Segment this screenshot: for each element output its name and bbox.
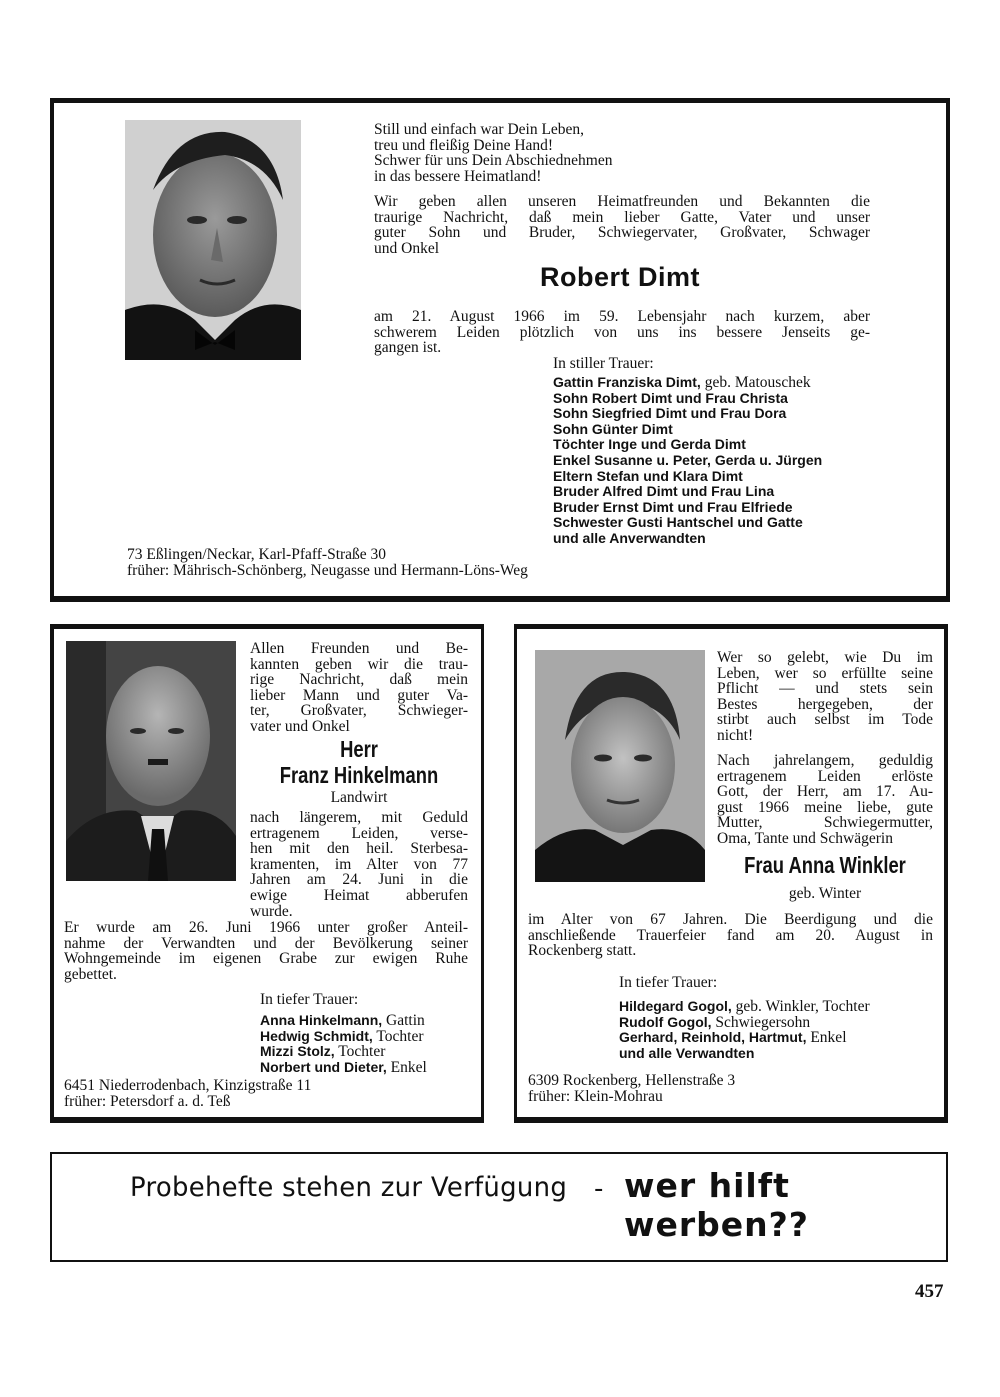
mourner-note: Tochter bbox=[372, 1027, 424, 1045]
top-details-line: gangen ist. bbox=[374, 339, 442, 357]
top-poem-line: in das bessere Heimatland! bbox=[374, 167, 542, 185]
mourner-line: Bruder Ernst Dimt und Frau Elfriede bbox=[553, 498, 793, 515]
mourner-line bbox=[619, 1030, 939, 1046]
mourner-note: geb. Matouschek bbox=[700, 374, 811, 391]
mourner-note: Schwiegersohn bbox=[711, 1013, 811, 1031]
right-intro-line: ertragenem Leiden erlöste bbox=[717, 767, 933, 785]
mourner-line: Sohn Günter Dimt bbox=[553, 420, 673, 437]
mourner-line: Bruder Alfred Dimt und Frau Lina bbox=[553, 483, 775, 500]
mourner-line bbox=[260, 1044, 480, 1060]
portrait-anna-winkler bbox=[535, 650, 705, 882]
left-title-wrap bbox=[250, 736, 468, 763]
left-occupation: Landwirt bbox=[330, 789, 388, 806]
right-name-wrap bbox=[700, 852, 950, 879]
left-burial-line: Wohngemeinde im eigenen Grabe zur ewigen Ruhe bbox=[64, 950, 468, 968]
left-details-line: ewige Heimat abberufen bbox=[250, 886, 468, 904]
top-poem-line: treu und fleißig Deine Hand! bbox=[374, 136, 554, 154]
mourner-line: Enkel Susanne u. Peter, Gerda u. Jürgen bbox=[553, 451, 823, 468]
top-intro-line: Wir geben allen unseren Heimatfreunden und Bekannten die bbox=[374, 193, 870, 210]
left-intro bbox=[250, 641, 468, 735]
right-mourning-heading: In tiefer Trauer: bbox=[619, 974, 718, 991]
left-mourning-heading: In tiefer Trauer: bbox=[260, 991, 359, 1008]
top-address bbox=[127, 547, 528, 578]
portrait-robert-dimt-svg bbox=[125, 120, 301, 360]
right-intro bbox=[717, 753, 933, 847]
right-details-line: Rockenberg statt. bbox=[528, 942, 637, 960]
right-intro-line: Oma, Tante und Schwägerin bbox=[717, 829, 893, 847]
left-mourners-list bbox=[260, 1013, 480, 1075]
top-details bbox=[374, 309, 870, 356]
portrait-robert-dimt bbox=[125, 120, 301, 360]
deceased-name-franz-hinkelmann: Franz Hinkelmann bbox=[279, 762, 439, 788]
portrait-franz-hinkelmann bbox=[66, 641, 236, 881]
top-intro-line: und Onkel bbox=[374, 239, 440, 257]
left-address bbox=[64, 1078, 311, 1109]
left-burial-line: gebettet. bbox=[64, 965, 117, 983]
mourner-name: Anna Hinkelmann, bbox=[260, 1012, 383, 1028]
banner-left-text: Probehefte stehen zur Verfügung bbox=[130, 1172, 568, 1203]
top-details-line: schwerem Leiden plötzlich von uns ins bessere Jenseits ge- bbox=[374, 323, 870, 341]
mourner-name: Mizzi Stolz, bbox=[260, 1043, 335, 1060]
top-poem-line: Still und einfach war Dein Leben, bbox=[374, 121, 585, 138]
banner-box bbox=[50, 1152, 948, 1262]
left-details-line: Jahren am 24. Juni in die bbox=[250, 871, 468, 889]
deceased-name-robert-dimt: Robert Dimt bbox=[540, 262, 700, 292]
mourner-line: Eltern Stefan und Klara Dimt bbox=[553, 467, 743, 484]
deceased-name-anna-winkler: Frau Anna Winkler bbox=[744, 852, 906, 878]
banner-slogan-line1: wer hilft bbox=[624, 1166, 790, 1205]
mourner-note: Enkel bbox=[386, 1058, 427, 1076]
mourner-name: Rudolf Gogol, bbox=[619, 1013, 712, 1030]
portrait-franz-hinkelmann-svg bbox=[66, 641, 236, 881]
top-intro-line: guter Sohn und Bruder, Schwiegervater, Großvater, Schwager bbox=[374, 224, 870, 242]
left-address-line: früher: Petersdorf a. d. Teß bbox=[64, 1092, 231, 1110]
portrait-anna-winkler-svg bbox=[535, 650, 705, 882]
mourner-line bbox=[619, 1046, 939, 1062]
right-details-line: anschließende Trauerfeier fand am 20. August in bbox=[528, 926, 933, 944]
top-address-line: früher: Mährisch-Schönberg, Neugasse und Hermann-Löns-Weg bbox=[127, 561, 528, 579]
top-intro-line: traurige Nachricht, daß mein lieber Gatte, Vater und unser bbox=[374, 208, 870, 226]
mourner-note: Tochter bbox=[334, 1043, 386, 1061]
mourner-line: Sohn Siegfried Dimt und Frau Dora bbox=[553, 405, 787, 422]
mourner-name: Gerhard, Reinhold, Hartmut, bbox=[619, 1029, 807, 1046]
mourner-note: geb. Winkler, Tochter bbox=[731, 998, 870, 1015]
left-details-line: kramenten, im Alter von 77 bbox=[250, 855, 468, 873]
right-intro-line: gust 1966 meine liebe, gute bbox=[717, 798, 933, 816]
page-number: 457 bbox=[915, 1281, 944, 1302]
left-burial-line: Er wurde am 26. Juni 1966 unter großer Anteil- bbox=[64, 919, 468, 936]
mourner-line: Sohn Robert Dimt und Frau Christa bbox=[553, 389, 788, 406]
mourner-name: Hedwig Schmidt, bbox=[260, 1027, 373, 1044]
right-poem bbox=[717, 650, 933, 744]
top-address-line: 73 Eßlingen/Neckar, Karl-Pfaff-Straße 30 bbox=[127, 546, 387, 563]
left-details-line: hen mit den heil. Sterbesa- bbox=[250, 840, 468, 858]
left-intro-line: ter, Großvater, Schwieger- bbox=[250, 702, 468, 720]
top-notice-bottom-rule bbox=[50, 596, 950, 602]
left-burial bbox=[64, 920, 468, 982]
left-details-line: ertragenem Leiden, verse- bbox=[250, 824, 468, 842]
left-name-wrap bbox=[230, 762, 488, 789]
mourner-line bbox=[260, 1060, 480, 1076]
mourner-line bbox=[260, 1029, 480, 1045]
right-poem-line: Wer so gelebt, wie Du im bbox=[717, 649, 933, 666]
right-intro-line: Nach jahrelangem, geduldig bbox=[717, 752, 933, 769]
left-details bbox=[250, 810, 468, 919]
left-intro-line: Allen Freunden und Be- bbox=[250, 640, 468, 657]
mourner-line bbox=[260, 1013, 480, 1029]
right-details bbox=[528, 912, 933, 959]
right-notice-bottom-rule bbox=[514, 1117, 948, 1123]
right-address-line: 6309 Rockenberg, Hellenstraße 3 bbox=[528, 1072, 736, 1089]
right-mourners-list bbox=[619, 999, 939, 1061]
top-poem bbox=[374, 122, 684, 184]
mourner-note: Gattin bbox=[382, 1012, 425, 1029]
top-mourning-heading: In stiller Trauer: bbox=[553, 355, 654, 372]
left-details-line: wurde. bbox=[250, 902, 293, 920]
right-poem-line: Pflicht — und stets sein bbox=[717, 680, 933, 698]
mourner-name: Norbert und Dieter, bbox=[260, 1058, 387, 1075]
right-maiden-name: geb. Winter bbox=[788, 885, 862, 902]
right-address bbox=[528, 1073, 735, 1104]
left-burial-line: nahme der Verwandten und der Bevölkerung seiner bbox=[64, 934, 468, 952]
left-intro-line: vater und Onkel bbox=[250, 717, 350, 735]
mourner-line bbox=[619, 1015, 939, 1031]
mourner-line: Schwester Gusti Hantschel und Gatte bbox=[553, 514, 803, 531]
mourner-name: Hildegard Gogol, bbox=[619, 998, 732, 1014]
right-address-line: früher: Klein-Mohrau bbox=[528, 1087, 663, 1105]
right-poem-line: nicht! bbox=[717, 726, 754, 744]
right-intro-line: Gott, der Herr, am 17. Au- bbox=[717, 783, 933, 801]
mourner-name: Gattin Franziska Dimt, bbox=[553, 374, 701, 390]
top-intro bbox=[374, 194, 870, 256]
mourner-name: und alle Verwandten bbox=[619, 1044, 755, 1061]
top-poem-line: Schwer für uns Dein Abschiednehmen bbox=[374, 152, 613, 170]
left-intro-line: lieber Mann und guter Va- bbox=[250, 686, 468, 704]
left-intro-line: rige Nachricht, daß mein bbox=[250, 671, 468, 689]
right-poem-line: Bestes hergegeben, der bbox=[717, 695, 933, 713]
left-intro-line: kannten geben wir die trau- bbox=[250, 655, 468, 673]
mourner-line bbox=[553, 375, 883, 391]
left-notice-bottom-rule bbox=[50, 1117, 484, 1123]
right-poem-line: stirbt auch selbst im Tode bbox=[717, 711, 933, 729]
left-address-line: 6451 Niederrodenbach, Kinzigstraße 11 bbox=[64, 1077, 312, 1094]
left-title: Herr bbox=[340, 736, 378, 762]
banner-slogan-line2: werben?? bbox=[624, 1205, 809, 1244]
right-poem-line: Leben, wer so erfüllte seine bbox=[717, 664, 933, 682]
mourner-line: und alle Anverwandten bbox=[553, 529, 706, 546]
mourner-line bbox=[619, 999, 939, 1015]
top-mourners-list bbox=[553, 375, 883, 547]
top-details-line: am 21. August 1966 im 59. Lebensjahr nach kurzem, aber bbox=[374, 308, 870, 325]
mourner-line: Töchter Inge und Gerda Dimt bbox=[553, 436, 746, 453]
right-details-line: im Alter von 67 Jahren. Die Beerdigung und die bbox=[528, 911, 933, 928]
right-intro-line: Mutter, Schwiegermutter, bbox=[717, 814, 933, 832]
mourner-note: Enkel bbox=[806, 1029, 847, 1047]
left-details-line: nach längerem, mit Geduld bbox=[250, 809, 468, 826]
banner-dash: - bbox=[594, 1174, 604, 1204]
